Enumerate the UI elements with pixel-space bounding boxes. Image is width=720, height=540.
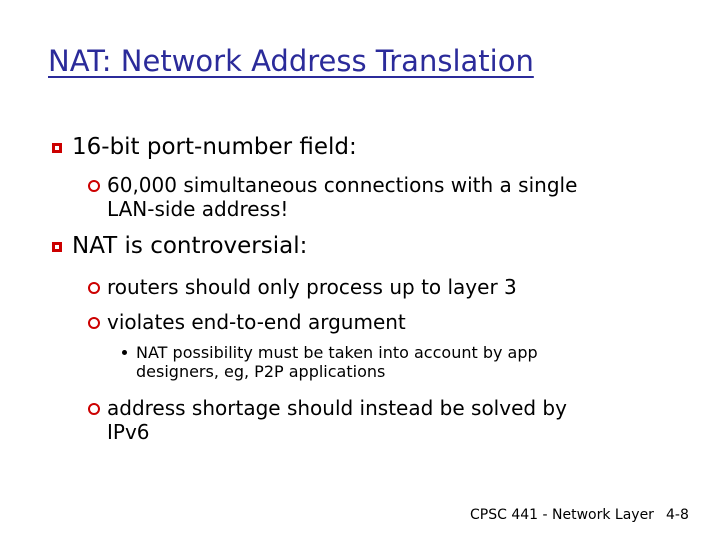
bullet-controversial (52, 233, 307, 259)
sub-sub-bullet-text: NAT possibility must be taken into account by app (136, 343, 538, 362)
sub-bullet-text-cont: LAN-side address! (107, 197, 289, 221)
sub-bullet-routers (88, 275, 517, 299)
square-bullet-icon (52, 242, 62, 252)
footer-course: CPSC 441 - Network Layer (470, 507, 654, 523)
square-bullet-icon (52, 143, 62, 153)
bullet-text: 16-bit port-number field: (72, 134, 357, 160)
footer-page-number: 4-8 (666, 507, 689, 523)
bullet-text: NAT is controversial: (72, 233, 308, 259)
circle-bullet-icon (88, 282, 100, 294)
bullet-port-field (52, 134, 357, 160)
sub-bullet-text: routers should only process up to layer 3 (107, 275, 517, 299)
sub-bullet-ipv6 (88, 396, 567, 444)
circle-bullet-icon (88, 317, 100, 329)
sub-sub-bullet-app-designers (122, 343, 538, 381)
circle-bullet-icon (88, 403, 100, 415)
sub-bullet-text: address shortage should instead be solved by (107, 396, 567, 420)
sub-bullet-text-cont: IPv6 (107, 420, 150, 444)
sub-bullet-text: 60,000 simultaneous connections with a single (107, 173, 578, 197)
dot-bullet-icon (122, 350, 127, 355)
sub-bullet-text: violates end-to-end argument (107, 310, 406, 334)
slide-title: NAT: Network Address Translation (48, 44, 534, 78)
sub-bullet-connections (88, 173, 577, 221)
circle-bullet-icon (88, 180, 100, 192)
sub-bullet-end-to-end (88, 310, 406, 334)
sub-sub-bullet-text-cont: designers, eg, P2P applications (136, 362, 386, 381)
